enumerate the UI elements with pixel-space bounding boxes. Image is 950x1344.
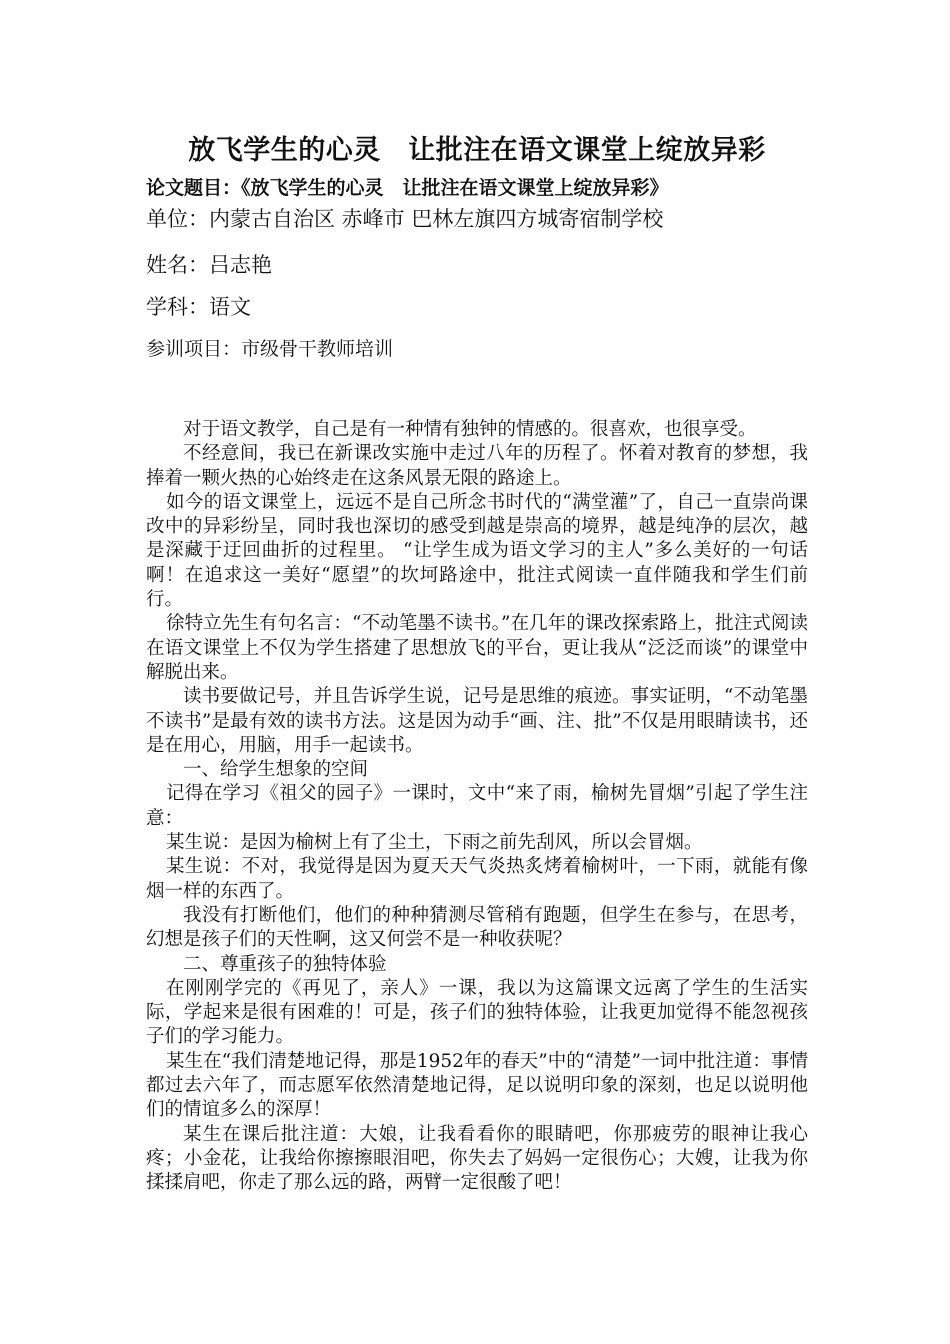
paragraph: 某生在“我们清楚地记得，那是1952年的春天”中的“清楚”一词中批注道：事情都过去六年了，而志愿军依然清楚地记得，足以说明印象的深刻，也足以说明他们的情谊多么的深厚！ <box>146 1050 808 1121</box>
paragraph: 不经意间，我已在新课改实施中走过八年的历程了。怀着对教育的梦想，我捧着一颗火热的心始终走在这条风景无限的路途上。 <box>146 443 808 489</box>
section-heading: 二、尊重孩子的独特体验 <box>183 953 387 975</box>
document-page <box>146 128 808 1196</box>
paragraph: 某生在课后批注道：大娘，让我看看你的眼睛吧，你那疲劳的眼神让我心疼；小金花，让我给你擦擦眼泪吧，你失去了妈妈一定很伤心；大嫂，让我为你揉揉肩吧，你走了那么远的路，两臂一定很酸了吧！ <box>146 1123 808 1194</box>
paragraph: 对于语文教学，自己是有一种情有独钟的情感的。很喜欢，也很享受。 <box>183 419 757 440</box>
subject-line: 学科：语文 <box>146 295 251 319</box>
training-project-line: 参训项目：市级骨干教师培训 <box>146 338 394 360</box>
paragraph: 某生说：是因为榆树上有了尘土，下雨之前先刮风，所以会冒烟。 <box>166 832 703 854</box>
paragraph: 读书要做记号，并且告诉学生说，记号是思维的痕迹。事实证明，“不动笔墨不读书”是最有效的读书方法。这是因为动手“画、注、批”不仅是用眼睛读书，还是在用心，用脑，用手一起读书。 <box>146 686 808 756</box>
paragraph: 如今的语文课堂上，远远不是自己所念书时代的“满堂灌”了，自己一直崇尚课改中的异彩纷呈，同时我也深切的感受到越是崇高的境界，越是纯净的层次，越是深藏于迂回曲折的过程里。 “让学生成为语文学习的主人”多么美好的一句话啊！在追求这一美好“愿望”的坎坷路途中，批注式阅读一直伴随我和学生们前行。 <box>146 491 808 611</box>
section-heading: 一、给学生想象的空间 <box>183 759 369 781</box>
paper-title: 论文题目：《放飞学生的心灵 让批注在语文课堂上绽放异彩》 <box>146 177 669 199</box>
paragraph: 记得在学习《祖父的园子》一课时，文中“来了雨，榆树先冒烟”引起了学生注意： <box>146 783 808 829</box>
paragraph: 我没有打断他们，他们的种种猜测尽管稍有跑题，但学生在参与，在思考，幻想是孩子们的天性啊，这又何尝不是一种收获呢？ <box>146 904 808 951</box>
document-title: 放飞学生的心灵 让批注在语文课堂上绽放异彩 <box>188 135 766 166</box>
paragraph: 在刚刚学完的《再见了，亲人》一课，我以为这篇课文远离了学生的生活实际，学起来是很有困难的！可是，孩子们的独特体验，让我更加觉得不能忽视孩子们的学习能力。 <box>146 977 808 1048</box>
paragraph: 某生说：不对，我觉得是因为夏天天气炎热炙烤着榆树叶，一下雨，就能有像烟一样的东西了。 <box>146 856 808 902</box>
author-name-line: 姓名：吕志艳 <box>146 253 272 277</box>
unit-line: 单位：内蒙古自治区 赤峰市 巴林左旗四方城寄宿制学校 <box>146 207 664 231</box>
article-body <box>146 418 808 1196</box>
paragraph: 徐特立先生有句名言：“不动笔墨不读书。”在几年的课改探索路上，批注式阅读在语文课堂上不仅为学生搭建了思想放飞的平台，更让我从“泛泛而谈”的课堂中解脱出来。 <box>146 613 808 683</box>
